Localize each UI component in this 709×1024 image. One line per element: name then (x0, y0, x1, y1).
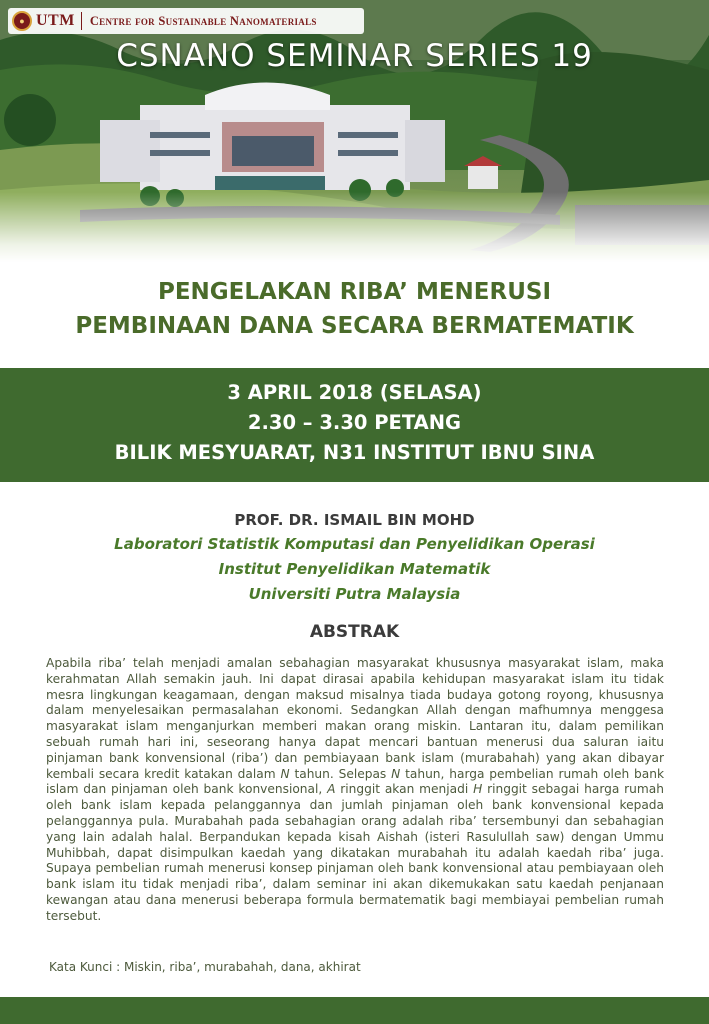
abstract-part-2: tahun. Selepas (289, 766, 392, 781)
talk-title (0, 275, 709, 343)
keywords: Kata Kunci : Miskin, riba’, murabahah, dana, akhirat (49, 960, 361, 974)
abstract-text (46, 656, 664, 925)
speaker-affiliation-1: Laboratori Statistik Komputasi dan Penyelidikan Operasi (114, 535, 595, 553)
speaker-affiliation-2: Institut Penyelidikan Matematik (218, 560, 491, 578)
var-n-1: N (280, 766, 290, 781)
var-h: H (473, 782, 483, 797)
abstract-part-4: ringgit akan menjadi (335, 782, 474, 797)
hero-banner (0, 0, 709, 262)
speaker-affiliation-3: Universiti Putra Malaysia (248, 585, 461, 603)
abstract-part-3: tahun, harga pembelian rumah oleh bank islam dan pinjaman oleh bank konvensional, (46, 766, 665, 797)
series-title: CSNANO SEMINAR SERIES 19 (116, 38, 593, 74)
utm-logo-text: UTM (36, 12, 75, 29)
abstract-heading: ABSTRAK (309, 622, 400, 642)
talk-title-line-2: PEMBINAAN DANA SECARA BERMATEMATIK (75, 313, 634, 339)
speaker-block (0, 508, 709, 607)
hero-fade (0, 192, 709, 262)
speaker-name: PROF. DR. ISMAIL BIN MOHD (234, 511, 475, 529)
var-a: A (327, 782, 336, 797)
talk-title-line-1: PENGELAKAN RIBA’ MENERUSI (157, 279, 552, 305)
event-date: 3 APRIL 2018 (SELASA) (227, 381, 482, 404)
footer-band (0, 997, 709, 1024)
event-time: 2.30 – 3.30 PETANG (247, 411, 462, 434)
centre-name: Centre for Sustainable Nanomaterials (89, 13, 317, 28)
var-n-2: N (391, 766, 401, 781)
utm-seal-icon: ● (12, 11, 32, 31)
abstract-part-5: ringgit sebagai harga rumah oleh bank islam kepada pelanggannya dan jumlah pinjaman oleh bank konvensional kepada pelanggannya pula. Murabahah pada sebahagian orang adalah riba’ tersembunyi dan sebahagian yang lain adalah halal. Berpandukan kepada kisah Aishah (isteri Rasulullah saw) dengan Ummu Muhibbah, dapat disimpulkan kaedah yang dikatakan murabahah itu adalah kaedah riba’ juga. Supaya pembelian rumah menerusi konsep pinjaman oleh bank konvensional atau pembiayaan oleh bank islam itu tidak menjadi riba’, dalam seminar ini akan dikemukakan satu kaedah penjanaan kewangan atau dana menerusi beberapa formula bermatematik bagi membiayai pembelian rumah tersebut. (46, 782, 664, 923)
event-venue: BILIK MESYUARAT, N31 INSTITUT IBNU SINA (114, 441, 595, 464)
utm-logo-bar (8, 8, 364, 34)
abstract-part-1: Apabila riba’ telah menjadi amalan sebahagian masyarakat khususnya masyarakat islam, maka kerahmatan Allah semakin jauh. Ini dapat dirasai apabila kehidupan masyarakat islam itu tidak mesra lingkungan keagamaan, dengan maksud misalnya tiada budaya gotong royong, khususnya dalam menyelesaikan permasalahan ekonomi. Sedangkan Allah dengan mafhumnya menggesa masyarakat islam menganjurkan memberi makan orang miskin. Lantaran itu, dalam pemilikan sebuah rumah hari ini, seseorang hanya dapat mencari bantuan menerusi dua saluran iaitu pinjaman bank konvensional (riba’) dan pembiayaan bank islam (murabahah) yang akan dibayar kembali secara kredit katakan dalam (46, 656, 664, 781)
logo-divider (81, 12, 82, 30)
event-info-band (0, 368, 709, 482)
